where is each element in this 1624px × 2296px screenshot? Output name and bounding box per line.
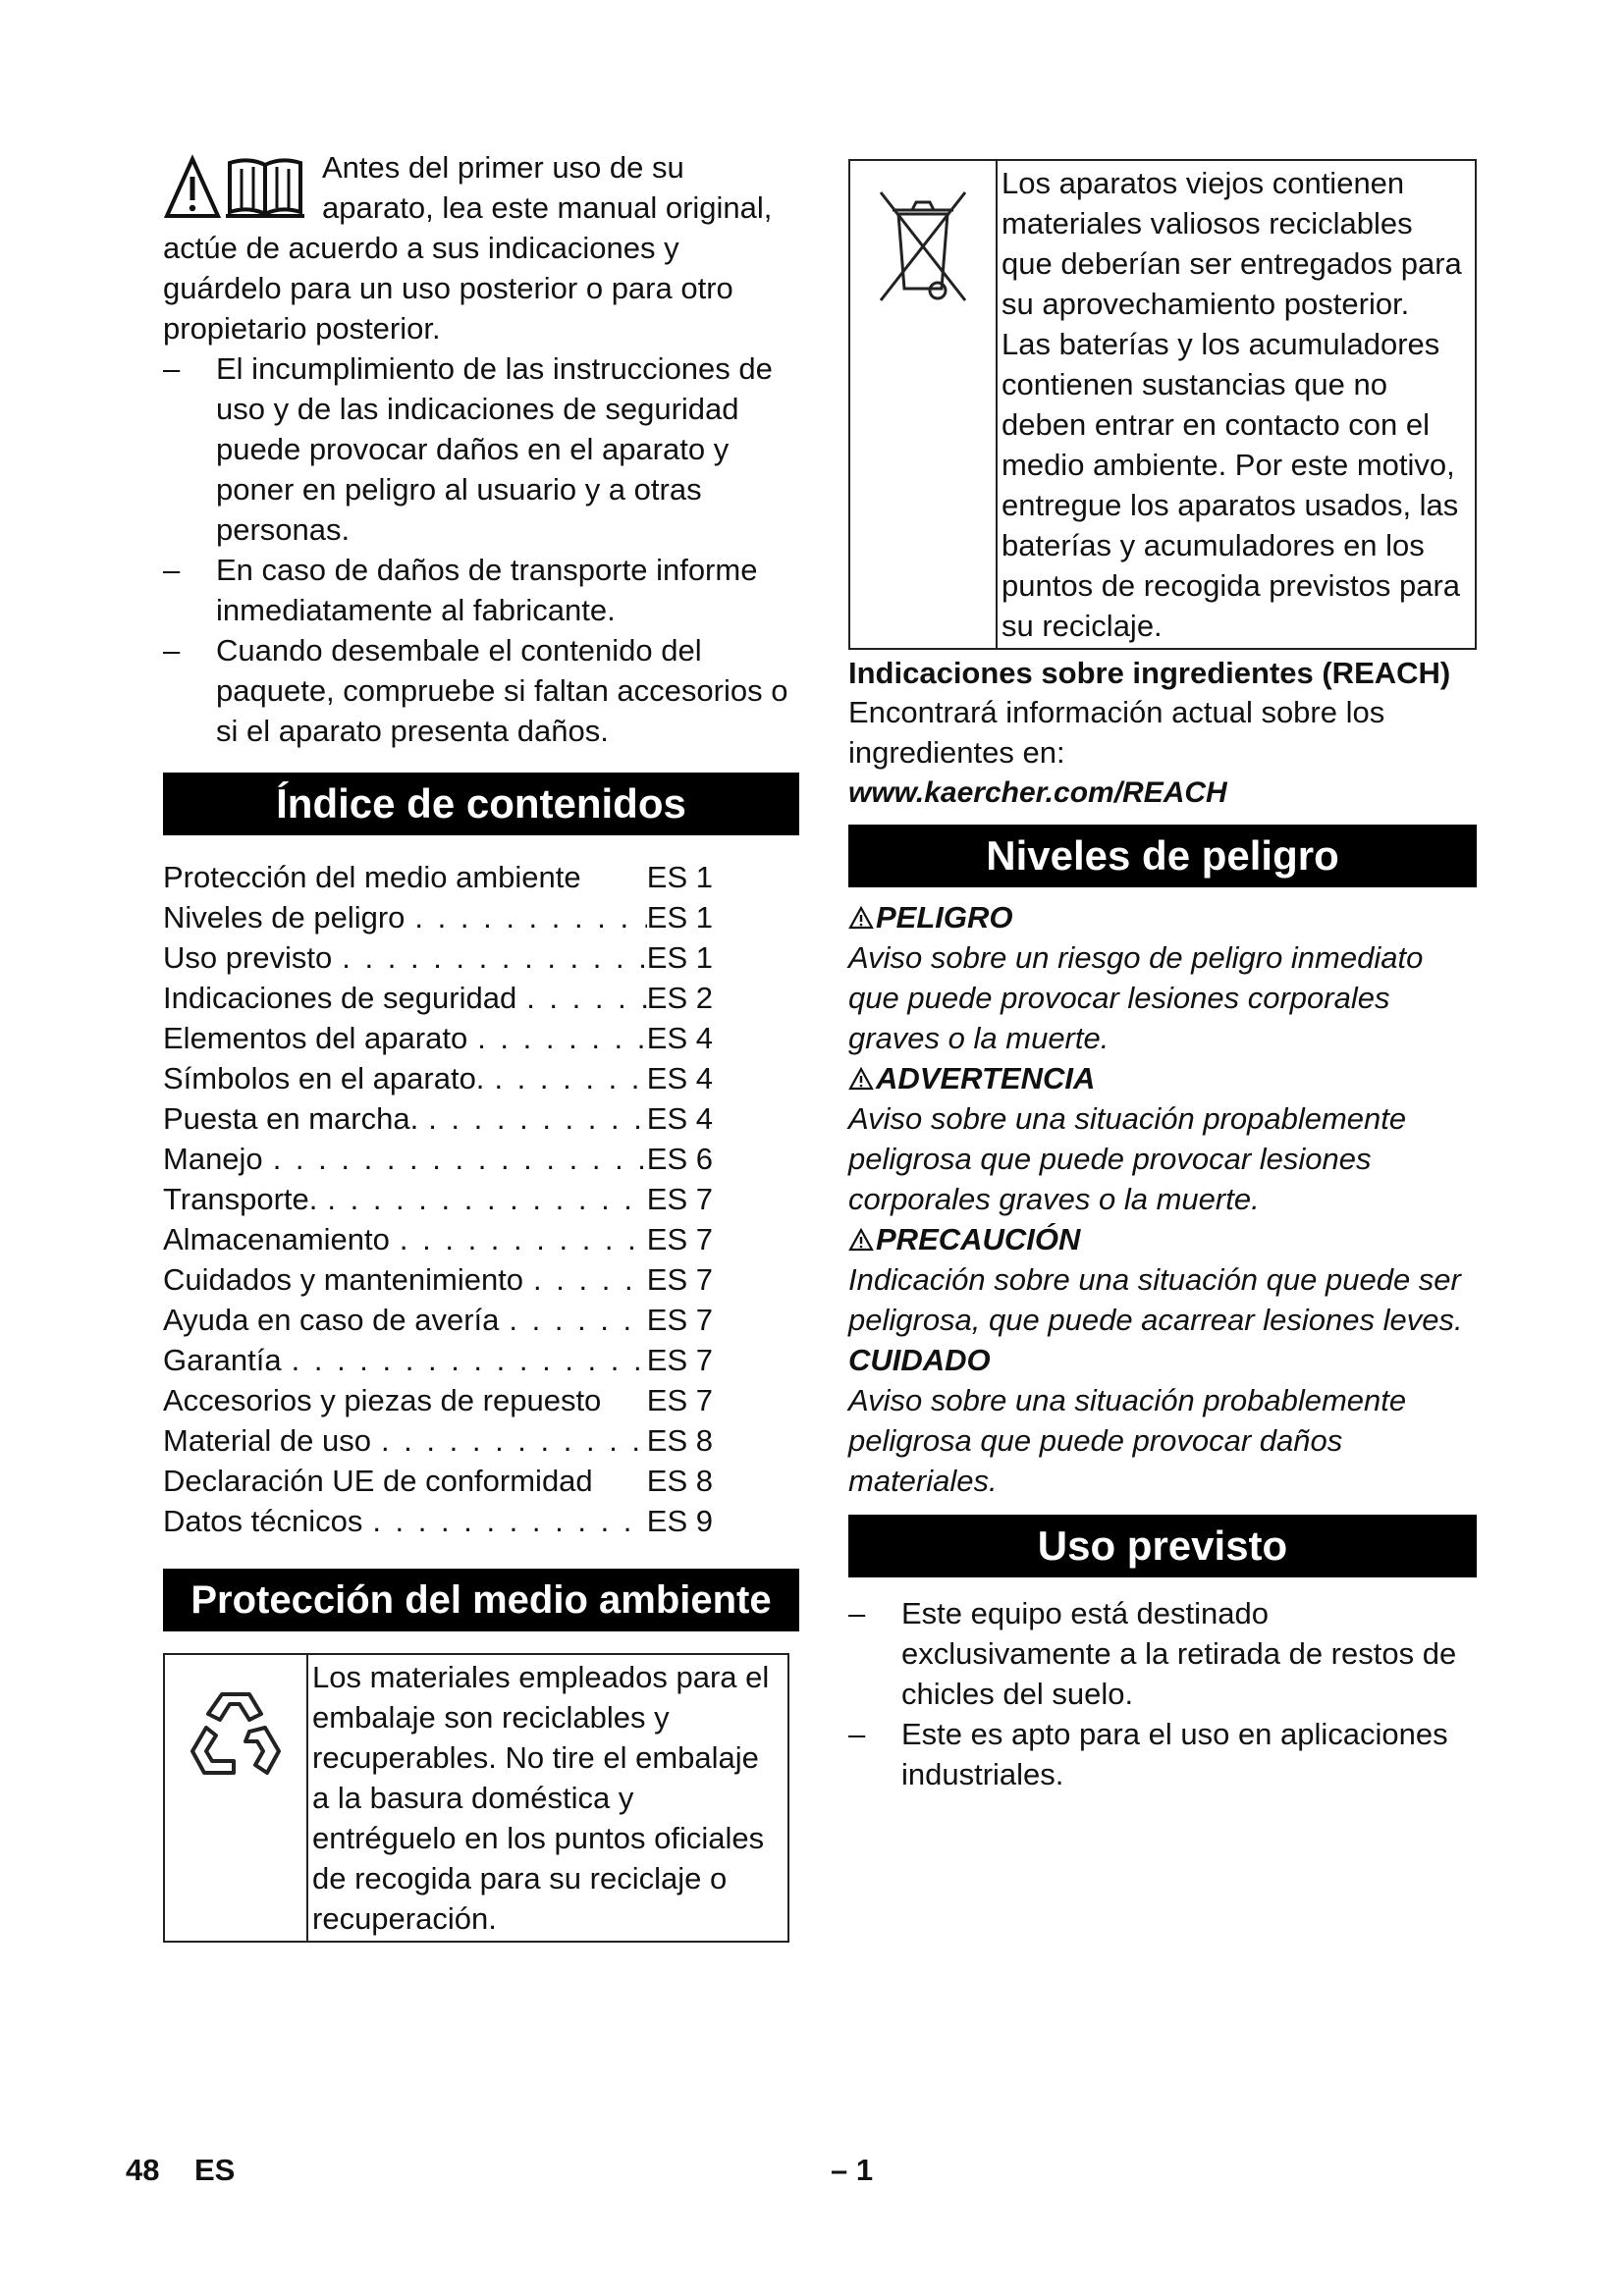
toc-leader-dots: [317, 1179, 646, 1219]
toc-entry-title: Almacenamiento: [163, 1222, 390, 1256]
toc-entry-title: Material de uso: [163, 1423, 371, 1458]
toc-entry-title: Declaración UE de conformidad: [163, 1464, 593, 1498]
use-bullet: [848, 1593, 1477, 1714]
toc-entry-page: ES 7: [646, 1343, 713, 1377]
toc-entry-title: Protección del medio ambiente: [163, 860, 581, 894]
toc-entry[interactable]: [163, 1340, 713, 1380]
bullet-mark: –: [163, 553, 181, 587]
toc-entry-title: Ayuda en caso de avería: [163, 1303, 500, 1337]
toc-entry[interactable]: [163, 1380, 713, 1420]
environment-heading: Protección del medio ambiente: [163, 1569, 799, 1631]
toc-entry-title: Símbolos en el aparato.: [163, 1061, 485, 1095]
toc-leader-dots: [467, 1018, 647, 1058]
toc-leader-dots: [601, 1380, 646, 1420]
danger-level-text: Aviso sobre una situación propablemente peligrosa que puede provocar lesiones corporales graves o la muerte.: [848, 1101, 1407, 1216]
intro-bullet: [163, 550, 799, 630]
toc-entry[interactable]: [163, 1219, 713, 1259]
danger-level-label: [848, 897, 1477, 937]
toc-entry-page: ES 2: [646, 981, 713, 1015]
footer-section-page: – 1: [831, 2153, 874, 2187]
warning-triangle-icon: [848, 1228, 874, 1252]
toc-entry[interactable]: [163, 1179, 713, 1219]
danger-level-name: ADVERTENCIA: [876, 1061, 1096, 1095]
toc-entry-page: ES 1: [646, 860, 713, 894]
crossed-bin-icon: [869, 181, 977, 308]
intro-bullet: [163, 348, 799, 550]
toc-entry-page: ES 4: [646, 1021, 713, 1055]
bullet-mark: –: [163, 633, 181, 667]
toc-entry-title: Garantía: [163, 1343, 282, 1377]
danger-level-label: [848, 1058, 1477, 1098]
bullet-mark: –: [848, 1596, 866, 1630]
recycle-box: [163, 1653, 789, 1943]
recycle-icon-cell: [165, 1655, 308, 1941]
danger-levels: [848, 897, 1477, 1501]
toc-entry[interactable]: [163, 1018, 713, 1058]
table-of-contents: [163, 857, 799, 1541]
toc-entry-title: Accesorios y piezas de repuesto: [163, 1383, 602, 1417]
danger-level-label: [848, 1219, 1477, 1259]
warning-triangle-icon: [848, 906, 874, 930]
toc-entry-page: ES 7: [646, 1182, 713, 1216]
toc-entry-title: Elementos del aparato: [163, 1021, 468, 1055]
toc-entry[interactable]: [163, 1259, 713, 1300]
bullet-mark: –: [848, 1717, 866, 1751]
toc-entry-page: ES 4: [646, 1101, 713, 1136]
toc-leader-dots: [593, 1461, 647, 1501]
toc-entry-title: Niveles de peligro: [163, 900, 406, 934]
toc-leader-dots: [332, 937, 646, 978]
weee-icon-cell: [850, 161, 998, 648]
reach-heading: Indicaciones sobre ingredientes (REACH): [848, 656, 1451, 690]
toc-entry[interactable]: [163, 1420, 713, 1461]
toc-entry[interactable]: [163, 857, 713, 897]
right-column: [848, 159, 1477, 1794]
weee-box: [848, 159, 1477, 650]
danger-level-text: Aviso sobre una situación probablemente peligrosa que puede provocar daños materiales.: [848, 1383, 1407, 1498]
toc-entry-title: Indicaciones de seguridad: [163, 981, 517, 1015]
toc-entry-page: ES 7: [646, 1303, 713, 1337]
toc-entry-title: Transporte.: [163, 1182, 318, 1216]
toc-entry-page: ES 1: [646, 940, 713, 975]
toc-entry[interactable]: [163, 1098, 713, 1139]
toc-leader-dots: [263, 1139, 647, 1179]
toc-leader-dots: [405, 897, 646, 937]
toc-leader-dots: [499, 1300, 646, 1340]
bullet-text: El incumplimiento de las instrucciones de uso y de las indicaciones de seguridad puede provocar daños en el aparato y poner en peligro al usuario y a otras personas.: [216, 351, 773, 547]
toc-entry[interactable]: [163, 897, 713, 937]
toc-entry-title: Manejo: [163, 1142, 263, 1176]
toc-entry-page: ES 7: [646, 1262, 713, 1297]
danger-level-name: PELIGRO: [876, 900, 1013, 934]
danger-level-text: Aviso sobre un riesgo de peligro inmediato que puede provocar lesiones corporales graves o la muerte.: [848, 940, 1424, 1055]
toc-entry-page: ES 6: [646, 1142, 713, 1176]
bullet-text: En caso de daños de transporte informe inmediatamente al fabricante.: [216, 553, 758, 627]
use-heading: Uso previsto: [848, 1515, 1477, 1577]
toc-entry-page: ES 8: [646, 1464, 713, 1498]
toc-entry-title: Datos técnicos: [163, 1504, 363, 1538]
reach-link[interactable]: www.kaercher.com/REACH: [848, 776, 1227, 809]
toc-leader-dots: [418, 1098, 647, 1139]
toc-entry[interactable]: [163, 978, 713, 1018]
toc-entry-title: Cuidados y mantenimiento: [163, 1262, 524, 1297]
danger-level-name: PRECAUCIÓN: [876, 1222, 1081, 1256]
weee-text: Los aparatos viejos contienen materiales valiosos reciclables que deberían ser entregados para su aprovechamiento posterior. Las baterías y los acumuladores contienen sustancias que no deben entrar en contacto con el medio ambiente. Por este motivo, entregue los aparatos usados, las baterías y acumuladores en los puntos de recogida previstos para su reciclaje.: [1001, 166, 1462, 643]
bullet-text: Este es apto para el uso en aplicaciones industriales.: [901, 1717, 1448, 1791]
toc-entry[interactable]: [163, 1461, 713, 1501]
footer-language: ES: [194, 2153, 236, 2187]
danger-level-label: [848, 1340, 1477, 1380]
toc-entry-page: ES 8: [646, 1423, 713, 1458]
toc-entry-page: ES 7: [646, 1383, 713, 1417]
bullet-text: Este equipo está destinado exclusivamente a la retirada de restos de chicles del suelo.: [901, 1596, 1457, 1711]
footer-page-number: 48: [126, 2153, 160, 2187]
toc-entry-page: ES 9: [646, 1504, 713, 1538]
recycle-text: Los materiales empleados para el embalaje son reciclables y recuperables. No tire el embalaje a la basura doméstica y entréguelo en los puntos oficiales de recogida para su reciclaje o recuperación.: [312, 1660, 770, 1936]
toc-leader-dots: [362, 1501, 646, 1541]
toc-entry[interactable]: [163, 937, 713, 978]
toc-leader-dots: [282, 1340, 647, 1380]
intro-bullet: [163, 630, 799, 751]
use-bullet: [848, 1714, 1477, 1794]
intro-text: Antes del primer uso de su aparato, lea este manual original, actúe de acuerdo a sus indicaciones y guárdelo para un uso posterior o para otro propietario posterior.: [163, 150, 773, 346]
toc-entry-page: ES 1: [646, 900, 713, 934]
toc-entry-title: Puesta en marcha.: [163, 1101, 419, 1136]
toc-entry[interactable]: [163, 1139, 713, 1179]
toc-entry-page: ES 7: [646, 1222, 713, 1256]
warning-manual-icon: [163, 153, 310, 222]
reach-text: Encontrará información actual sobre los ingredientes en:: [848, 695, 1385, 770]
toc-leader-dots: [390, 1219, 647, 1259]
warning-triangle-icon: [848, 1067, 874, 1091]
toc-leader-dots: [484, 1058, 646, 1098]
toc-leader-dots: [581, 857, 647, 897]
toc-entry-title: Uso previsto: [163, 940, 333, 975]
intro-block: [163, 147, 799, 348]
toc-leader-dots: [371, 1420, 647, 1461]
toc-heading: Índice de contenidos: [163, 773, 799, 835]
toc-entry[interactable]: [163, 1501, 713, 1541]
bullet-text: Cuando desembale el contenido del paquete, compruebe si faltan accesorios o si el aparato presenta daños.: [216, 633, 788, 748]
danger-heading: Niveles de peligro: [848, 825, 1477, 887]
toc-entry[interactable]: [163, 1058, 713, 1098]
left-column: [163, 147, 799, 1943]
danger-level-name: CUIDADO: [848, 1343, 991, 1377]
toc-entry[interactable]: [163, 1300, 713, 1340]
toc-entry-page: ES 4: [646, 1061, 713, 1095]
toc-leader-dots: [516, 978, 647, 1018]
toc-leader-dots: [523, 1259, 647, 1300]
recycle-icon: [177, 1681, 295, 1798]
bullet-mark: –: [163, 351, 181, 386]
danger-level-text: Indicación sobre una situación que puede ser peligrosa, que puede acarrear lesiones leves.: [848, 1262, 1463, 1337]
